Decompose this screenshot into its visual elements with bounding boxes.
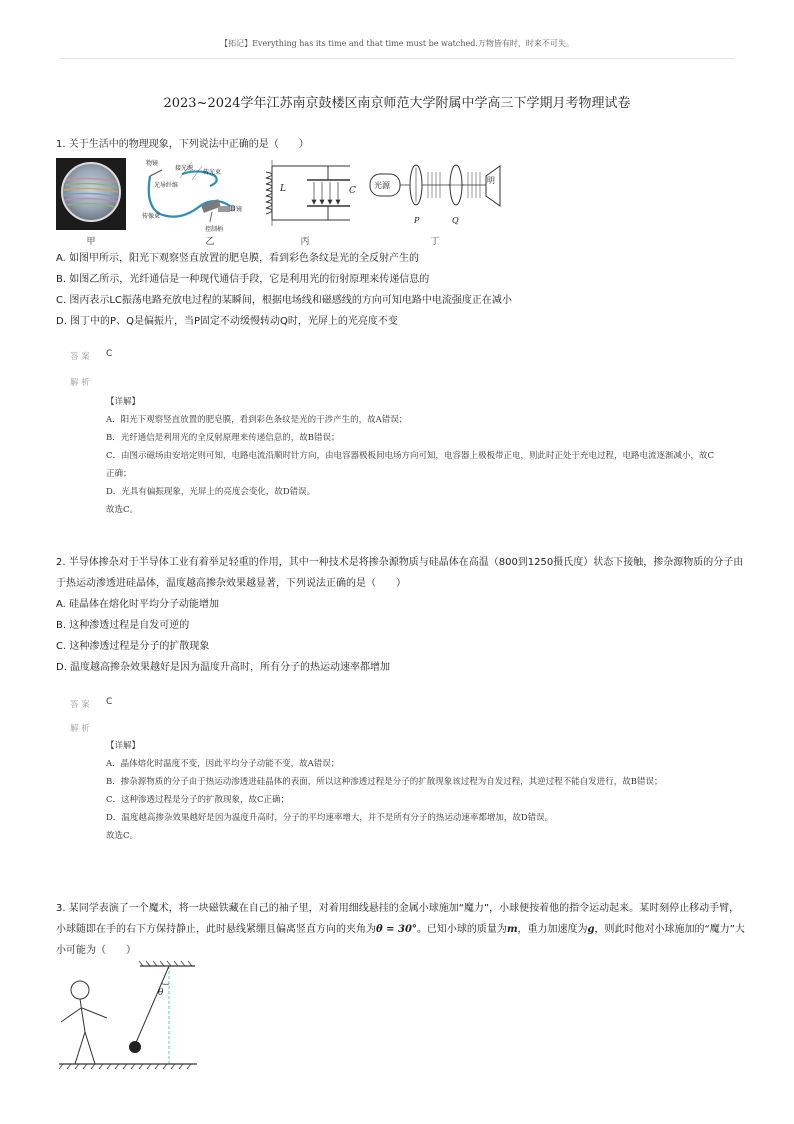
q2-exp-line-a: A．晶体熔化时温度不变，因此平均分子动能不变，故A错误； xyxy=(106,759,340,769)
q2-exp-line-b: B．掺杂源物质的分子由于热运动渗透进硅晶体的表面，所以这种渗透过程是分子的扩散现象该过程为自发过程，其逆过程不能自发进行，故B错误； xyxy=(106,777,663,787)
q2-option-c: C. 这种渗透过程是分子的扩散现象 xyxy=(56,641,210,652)
q1-exp-line-b: B．光纤通信是利用光的全反射原理来传递信息的，故B错误； xyxy=(106,433,340,443)
fig-yi-label-fiber: 光导纤维 xyxy=(154,182,179,189)
fig-ding-label-P: P xyxy=(414,216,420,225)
q1-exp-conclusion: 故选C。 xyxy=(106,505,139,515)
fig-yi-label-objective: 物镜 xyxy=(146,160,159,167)
q1-explanation xyxy=(106,393,716,519)
q3-theta-expression: θ = 30° xyxy=(376,924,417,935)
fig-caption-ding: 丁 xyxy=(430,237,440,247)
q3-stem-part2: 。已知小球的质量为 xyxy=(416,924,507,935)
q2-exp-line-d: D．温度越高掺杂效果越好是因为温度升高时，分子的平均速率增大，并不是所有分子的热运动速率都增加，故D错误。 xyxy=(106,813,554,823)
soap-film-image xyxy=(56,158,126,230)
q2-exp-conclusion: 故选C。 xyxy=(106,831,139,841)
q3-stem xyxy=(56,898,746,961)
q2-analysis-tag: 解 析 xyxy=(70,724,90,734)
fig-yi-label-light-source: 接光源 xyxy=(175,165,194,172)
fig-bing-label-L: L xyxy=(280,184,286,194)
q1-option-a: A. 如图甲所示，阳光下观察竖直放置的肥皂膜，看到彩色条纹是光的全反射产生的 xyxy=(56,253,420,264)
q3-stem-part4: ，则此时他对小球施加的“魔力”大小可能为（ ） xyxy=(56,924,745,956)
fig-ding-label-bright: 明 xyxy=(487,176,495,185)
q1-exp-line-a: A．阳光下观察竖直放置的肥皂膜，看到彩色条纹是光的干涉产生的，故A错误； xyxy=(106,415,408,425)
fig-bing-lc-circuit xyxy=(262,160,362,228)
q1-exp-line-c: C．由图示磁场由安培定则可知，电路电流沿顺时针方向，由电容器极板间电场方向可知，电容器上极板带正电，则此时正处于充电过程，电路电流逐渐减小，故C正确； xyxy=(106,451,715,479)
q2-answer-tag: 答 案 xyxy=(70,700,90,710)
fig-yi-fiber-optic xyxy=(140,156,255,236)
fig-caption-jia: 甲 xyxy=(86,237,96,247)
q3-stem-part1: 3. 某同学表演了一个魔术，将一块磁铁藏在自己的袖子里，对着用细线悬挂的金属小球施加“魔力”，小球便按着他的指令运动起来。某时刻停止移动手臂，小球随即在手的右下方保持静止，此时悬线紧绷且偏离竖直方向的夹角为 xyxy=(56,903,740,935)
q1-option-c: C. 图丙表示LC振荡电路充放电过程的某瞬间，根据电场线和磁感线的方向可知电路中电流强度正在减小 xyxy=(56,295,512,306)
q1-option-b: B. 如图乙所示，光纤通信是一种现代通信手段，它是利用光的衍射原理来传递信息的 xyxy=(56,274,430,285)
fig-yi-label-image-bundle: 传像束 xyxy=(142,213,161,220)
q1-exp-line-d: D．光具有偏振现象，光屏上的亮度会变化，故D错误。 xyxy=(106,487,316,497)
q2-exp-heading: 【详解】 xyxy=(106,741,141,751)
q3-gravity-symbol: g xyxy=(587,924,595,935)
q1-option-d: D. 图丁中的P、Q是偏振片，当P固定不动缓慢转动Q时，光屏上的光亮度不变 xyxy=(56,316,398,327)
fig-yi-label-light-bundle: 传光束 xyxy=(203,169,222,176)
fig-jia-photo xyxy=(56,158,126,230)
q3-figure-theta-label: θ xyxy=(158,988,164,998)
q1-answer: C xyxy=(106,349,113,359)
fig-ding-label-light-source: 光源 xyxy=(374,181,390,190)
q2-stem: 2. 半导体掺杂对于半导体工业有着举足轻重的作用，其中一种技术是将掺杂源物质与硅晶体在高温（800到1250摄氏度）状态下接触，掺杂源物质的分子由于热运动渗透进硅晶体，温度越高掺杂效果越显著，下列说法正确的是（ ） xyxy=(56,557,744,589)
page-title: 2023~2024学年江苏南京鼓楼区南京师范大学附属中学高三下学期月考物理试卷 xyxy=(163,96,631,111)
q2-option-d: D. 温度越高掺杂效果越好是因为温度升高时，所有分子的热运动速率都增加 xyxy=(56,662,391,673)
q1-stem: 1. 关于生活中的物理现象，下列说法中正确的是（ ） xyxy=(56,139,309,150)
q3-stem-part3: ，重力加速度为 xyxy=(517,924,588,935)
q1-exp-heading: 【详解】 xyxy=(106,397,141,407)
header-divider xyxy=(60,58,734,59)
fig-ding-label-Q: Q xyxy=(452,216,459,225)
q2-option-a: A. 硅晶体在熔化时平均分子动能增加 xyxy=(56,599,220,610)
q2-explanation xyxy=(106,737,716,845)
q2-answer: C xyxy=(106,697,113,707)
fig-yi-label-eyepiece: 目镜 xyxy=(230,206,243,213)
header-quote: 【拓记】Everything has its time and that time must be watched.万物皆有时，时来不可失。 xyxy=(220,39,574,48)
q2-exp-line-c: C．这种渗透过程是分子的扩散现象，故C正确； xyxy=(106,795,290,805)
fig-yi-label-handle: 控制柄 xyxy=(205,226,224,233)
q3-mass-symbol: m xyxy=(506,924,518,935)
q1-analysis-tag: 解 析 xyxy=(70,378,90,388)
q1-answer-tag: 答 案 xyxy=(70,352,90,362)
fig-ding-polarizers xyxy=(368,162,503,222)
fig-caption-bing: 丙 xyxy=(300,237,310,247)
q3-figure-pendulum xyxy=(55,960,205,1075)
fig-caption-yi: 乙 xyxy=(205,237,215,247)
fig-bing-label-C: C xyxy=(349,186,356,196)
q2-option-b: B. 这种渗透过程是自发可逆的 xyxy=(56,620,190,631)
